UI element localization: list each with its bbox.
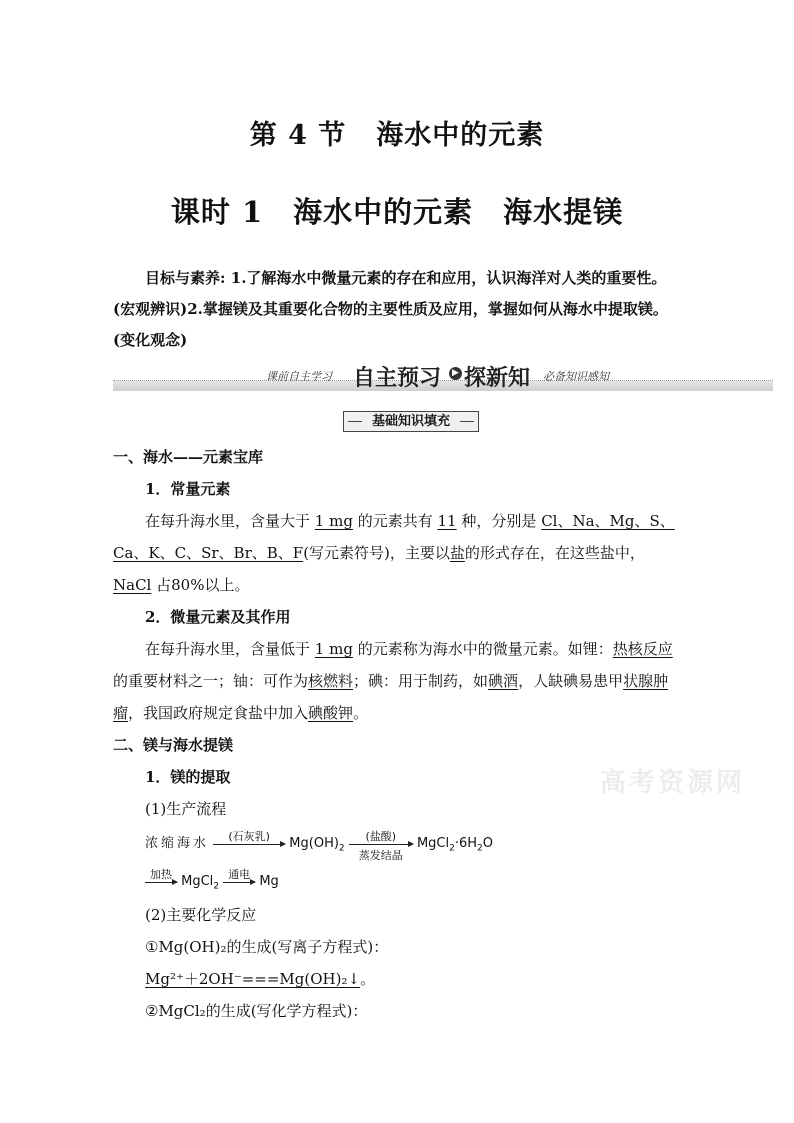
flow-start: 浓缩海水 [145, 836, 210, 851]
flow-mgcl2-hydrate [416, 836, 493, 854]
section-box-label: 基础知识填充 [371, 414, 450, 429]
objectives-line-1: 目标与素养: 1.了解海水中微量元素的存在和应用，认识海洋对人类的重要性。 [145, 269, 667, 287]
subscript: 2 [477, 843, 483, 854]
subscript: 2 [338, 843, 345, 854]
text: 的重要材料之一；铀：可作为 [113, 672, 309, 690]
answer-blank: 盐 [449, 544, 465, 562]
page-title [0, 113, 794, 152]
formula: MgCl [181, 874, 214, 889]
subheading-1-2: 2．微量元素及其作用 [145, 608, 291, 626]
flow-title: (1)生产流程 [145, 800, 227, 818]
box-right-bar [460, 421, 474, 422]
section-name: 海水中的元素 [376, 120, 545, 151]
answer-blank: 核燃料 [308, 672, 354, 690]
text: 在每升海水里，含量低于 [145, 640, 311, 658]
answer-blank: NaCl [113, 576, 152, 594]
answer-blank: 热核反 [612, 640, 658, 658]
flow-mgoh2 [289, 836, 345, 854]
answer-blank: 碘酸钾 [308, 704, 354, 722]
formula: MgCl [416, 836, 450, 851]
banner-background [113, 381, 773, 391]
text: 。 [360, 970, 376, 988]
lesson-topic-2: 海水提镁 [503, 195, 624, 229]
section-banner [113, 361, 773, 391]
box-left-bar [348, 421, 362, 422]
arrow-3-line [145, 882, 177, 883]
reaction-1-equation [113, 963, 683, 995]
text: ，人缺碘易患甲 [518, 672, 624, 690]
answer-blank: Ca、K、C、Sr、Br、B、F [113, 544, 304, 562]
arrow-1-line [213, 844, 285, 845]
flow-arrow-4 [223, 867, 255, 883]
answer-blank: 1 mg [314, 512, 353, 530]
banner-main-1: 自主预习 [353, 366, 442, 391]
section-2-reactions [113, 899, 683, 1027]
objectives [113, 263, 683, 356]
reactions-title: (2)主要化学反应 [145, 906, 257, 924]
lesson-title [0, 190, 794, 231]
paragraph-1 [113, 505, 683, 601]
answer-blank: 应 [657, 640, 673, 658]
text: 占80%以上。 [156, 576, 250, 594]
text: 。 [353, 704, 369, 722]
arrow-1-label: (石灰乳) [228, 829, 270, 843]
reaction-1: ①Mg(OH)₂的生成(写离子方程式)： [145, 938, 389, 956]
arrow-2-label: (盐酸) [365, 829, 397, 843]
formula: Mg(OH) [289, 836, 339, 851]
section-box [343, 411, 479, 432]
production-flow-line-1 [145, 829, 493, 862]
formula: ·6H [454, 836, 478, 851]
answer-blank: Mg²⁺＋2OH⁻===Mg(OH)₂↓ [145, 970, 361, 988]
flow-arrow-2 [349, 829, 413, 862]
subheading-1-1: 1．常量元素 [145, 480, 231, 498]
heading-2: 二、镁与海水提镁 [113, 736, 234, 754]
flow-arrow-3 [145, 867, 177, 883]
text: 在每升海水里，含量大于 [145, 512, 311, 530]
banner-main-2: 探新知 [464, 366, 531, 391]
answer-blank: 碘酒 [488, 672, 519, 690]
section-number: 第 4 节 [249, 120, 347, 151]
paragraph-2 [113, 633, 683, 729]
reaction-2: ②MgCl₂的生成(写化学方程式)： [145, 1002, 368, 1020]
text: 的元素称为海水中的微量元素。如锂： [357, 640, 613, 658]
arrow-2-bottom-label: 蒸发结晶 [358, 848, 403, 862]
text: 种，分别是 [461, 512, 537, 530]
text: 的形式存在，在这些盐中， [464, 544, 645, 562]
lesson-topic-1: 海水中的元素 [293, 195, 474, 229]
answer-blank: Cl、Na、Mg、S、 [541, 512, 675, 530]
flow-end: Mg [259, 874, 279, 889]
banner-right-label: 必备知识感知 [543, 370, 609, 383]
answer-blank: 状腺肿瘤 [113, 672, 669, 722]
answer-blank: 11 [437, 512, 457, 530]
text: (写元素符号)，主要以 [303, 544, 450, 562]
subscript: 2 [213, 881, 220, 892]
watermark: 高考资源网 [600, 768, 746, 798]
banner-arrow-icon: ▶ [449, 367, 462, 380]
formula: O [482, 836, 493, 851]
objectives-line-3: (变化观念) [113, 331, 188, 349]
arrow-4-label: 通电 [228, 867, 251, 881]
subscript: 2 [449, 843, 455, 854]
flow-arrow-1 [213, 829, 285, 845]
lesson-number: 课时 1 [170, 195, 264, 229]
text: ，我国政府规定食盐中加入 [128, 704, 309, 722]
flow-mgcl2 [181, 874, 220, 892]
answer-blank: 1 mg [314, 640, 353, 658]
arrow-2-line [349, 844, 413, 845]
heading-1: 一、海水——元素宝库 [113, 448, 264, 466]
banner-divider [113, 380, 773, 382]
text: 的元素共有 [357, 512, 433, 530]
objectives-line-2: (宏观辨识)2.掌握镁及其重要化合物的主要性质及应用，掌握如何从海水中提取镁。 [113, 300, 668, 318]
arrow-3-label: 加热 [150, 867, 172, 881]
text: ；碘：用于制药，如 [353, 672, 489, 690]
subheading-2-1: 1．镁的提取 [145, 768, 231, 786]
arrow-4-line [223, 882, 255, 883]
banner-left-label: 课前自主学习 [266, 370, 332, 383]
production-flow-line-2 [145, 867, 279, 892]
section-1 [113, 441, 683, 825]
